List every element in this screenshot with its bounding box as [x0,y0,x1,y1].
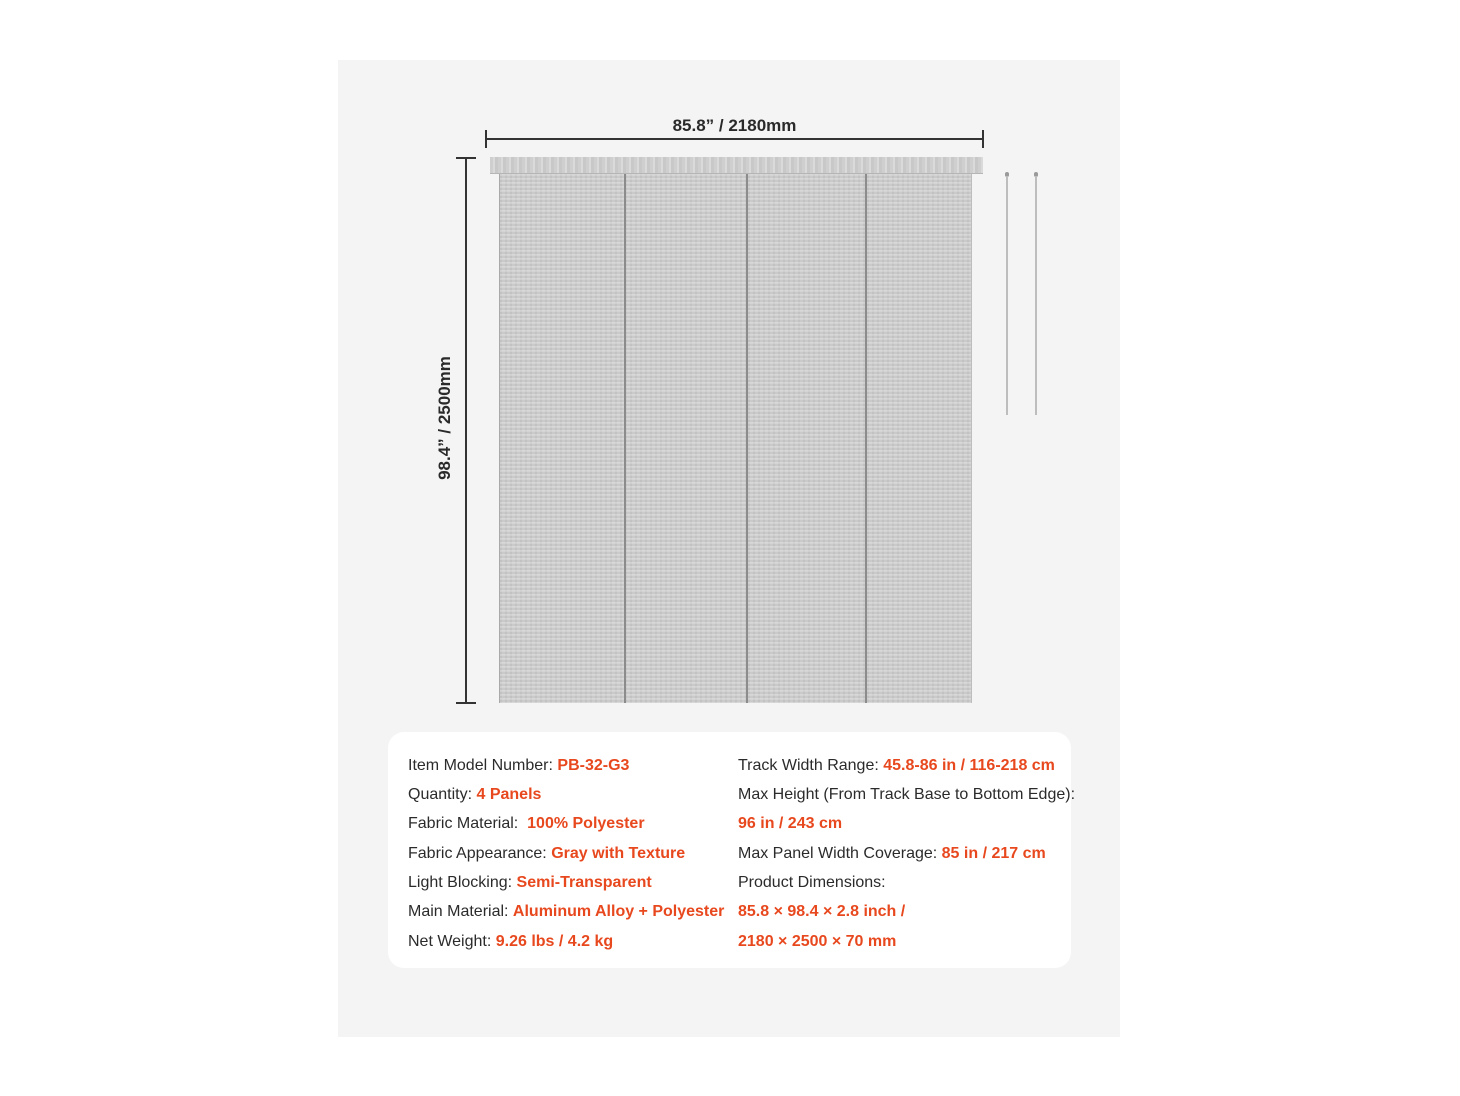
panel-seam-1 [624,174,626,703]
spec-product-dimensions-label: Product Dimensions: [738,874,886,891]
blind-panel-2 [624,174,748,703]
spec-value: 45.8-86 in / 116-218 cm [883,757,1055,774]
spec-label: Light Blocking: [408,874,517,891]
spec-main-material [408,902,724,922]
spec-value: 2180 × 2500 × 70 mm [738,933,897,950]
height-dimension-line [465,158,467,703]
spec-light-blocking [408,873,652,893]
spec-track-width-range [738,756,1055,776]
spec-product-dimensions-value-2 [738,932,896,952]
spec-max-height-label: Max Height (From Track Base to Bottom Edge): [738,786,1076,803]
spec-product-dimensions-value-1 [738,902,905,922]
spec-label: Item Model Number: [408,757,558,774]
spec-value: Aluminum Alloy + Polyester [512,903,725,920]
spec-label: Track Width Range: [738,757,884,774]
width-dimension-label: 85.8” / 2180mm [672,116,797,135]
spec-net-weight [408,932,613,952]
width-dimension-line [486,138,983,140]
spec-value: 9.26 lbs / 4.2 kg [495,933,614,950]
spec-value: 100% Polyester [527,815,645,832]
panel-seam-3 [865,174,867,703]
spec-value: 4 Panels [476,786,542,803]
height-dimension-label: 98.4” / 2500mm [435,356,454,480]
spec-label: Fabric Appearance: [408,845,552,862]
spec-item-model-number [408,756,629,776]
spec-value: 85 in / 217 cm [941,845,1046,862]
spec-label: Main Material: [408,903,513,920]
blind-panel-4 [866,174,972,703]
height-dimension-tick-bottom [456,702,476,704]
spec-quantity [408,785,541,805]
spec-value: PB-32-G3 [557,757,630,774]
spec-label: Fabric Material: [408,815,528,832]
blind-headrail [490,157,983,174]
spec-label: Quantity: [408,786,477,803]
spec-max-height-value [738,814,842,834]
spec-value: Gray with Texture [551,845,686,862]
spec-value: 85.8 × 98.4 × 2.8 inch / [738,903,906,920]
control-wand-1 [1006,176,1008,415]
panel-seam-2 [746,174,748,703]
spec-label: Max Panel Width Coverage: [738,845,942,862]
spec-value: 96 in / 243 cm [738,815,843,832]
blind-panel-1 [499,174,625,703]
spec-value: Semi-Transparent [516,874,652,891]
spec-fabric-material [408,814,645,834]
control-wand-2 [1035,176,1037,415]
spec-label: Net Weight: [408,933,496,950]
blind-panel-3 [747,174,867,703]
spec-max-panel-width [738,844,1046,864]
spec-fabric-appearance [408,844,685,864]
